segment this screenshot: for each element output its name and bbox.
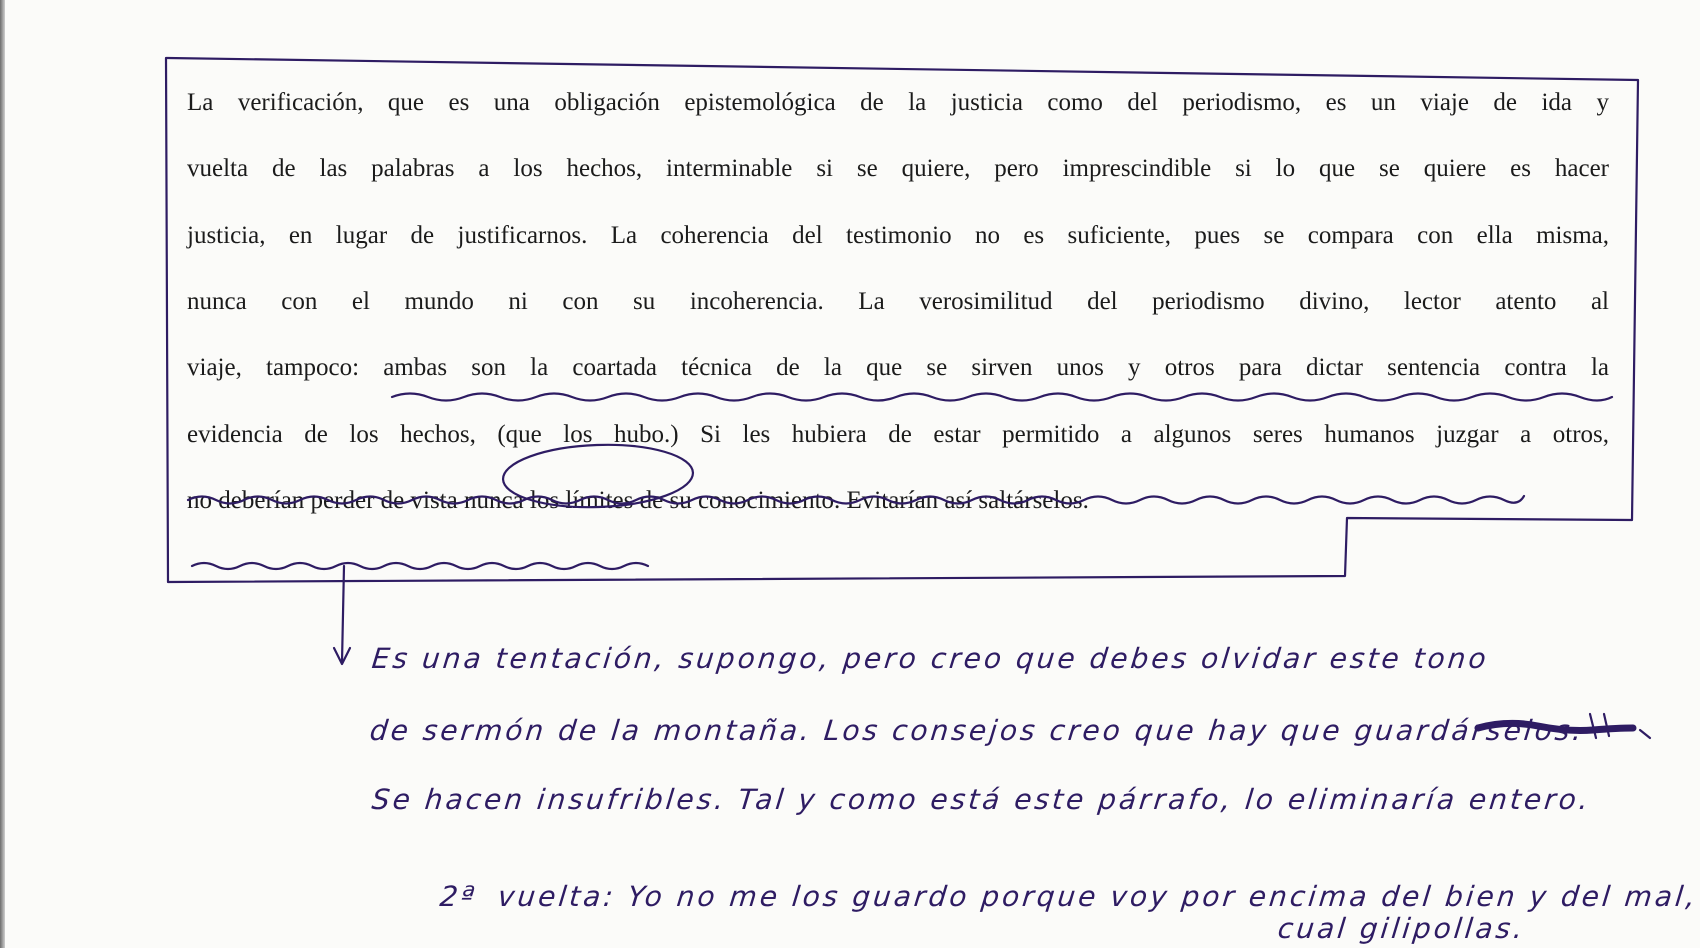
paragraph-line-7: no deberían perder de vista nunca los límites de su conocimiento. Evitarían así saltárselos.: [187, 487, 1089, 514]
ink-wavy-underline-3: [192, 563, 648, 569]
ink-wavy-underline-2: [188, 496, 1524, 504]
ink-wavy-underline-1: [392, 394, 1612, 401]
paragraph-line-3: justicia, en lugar de justificarnos. La coherencia del testimonio no es suficiente, pues se compara con ella misma,: [187, 222, 1609, 249]
comment-ordinal: 2ª: [438, 880, 479, 913]
paragraph-line-1: La verificación, que es una obligación epistemológica de la justicia como del periodismo, es un viaje de ida y: [187, 89, 1609, 116]
paragraph-line-4: nunca con el mundo ni con su incoherencia. La verosimilitud del periodismo divino, lector atento al: [187, 288, 1609, 315]
comment-line-3: Se hacen insufribles. Tal y como está este párrafo, lo eliminaría entero.: [370, 783, 1593, 816]
paragraph-line-6: evidencia de los hechos, (que los hubo.) Si les hubiera de estar permitido a algunos seres humanos juzgar a otros,: [187, 421, 1609, 448]
comment-line-5: cual gilipollas.: [1276, 912, 1527, 945]
comment-line-1: Es una tentación, supongo, pero creo que debes olvidar este tono: [370, 642, 1491, 675]
comment-line-4: vuelta: Yo no me los guardo porque voy por encima del bien y del mal,: [496, 880, 1700, 913]
paragraph-line-5: viaje, tampoco: ambas son la coartada técnica de la que se sirven unos y otros para dictar sentencia contra la: [187, 354, 1609, 381]
paragraph-line-2: vuelta de las palabras a los hechos, interminable si se quiere, pero imprescindible si lo que se quiere es hacer: [187, 155, 1609, 182]
comment-line-2: de sermón de la montaña. Los consejos creo que hay que guardárselos.: [368, 714, 1587, 747]
